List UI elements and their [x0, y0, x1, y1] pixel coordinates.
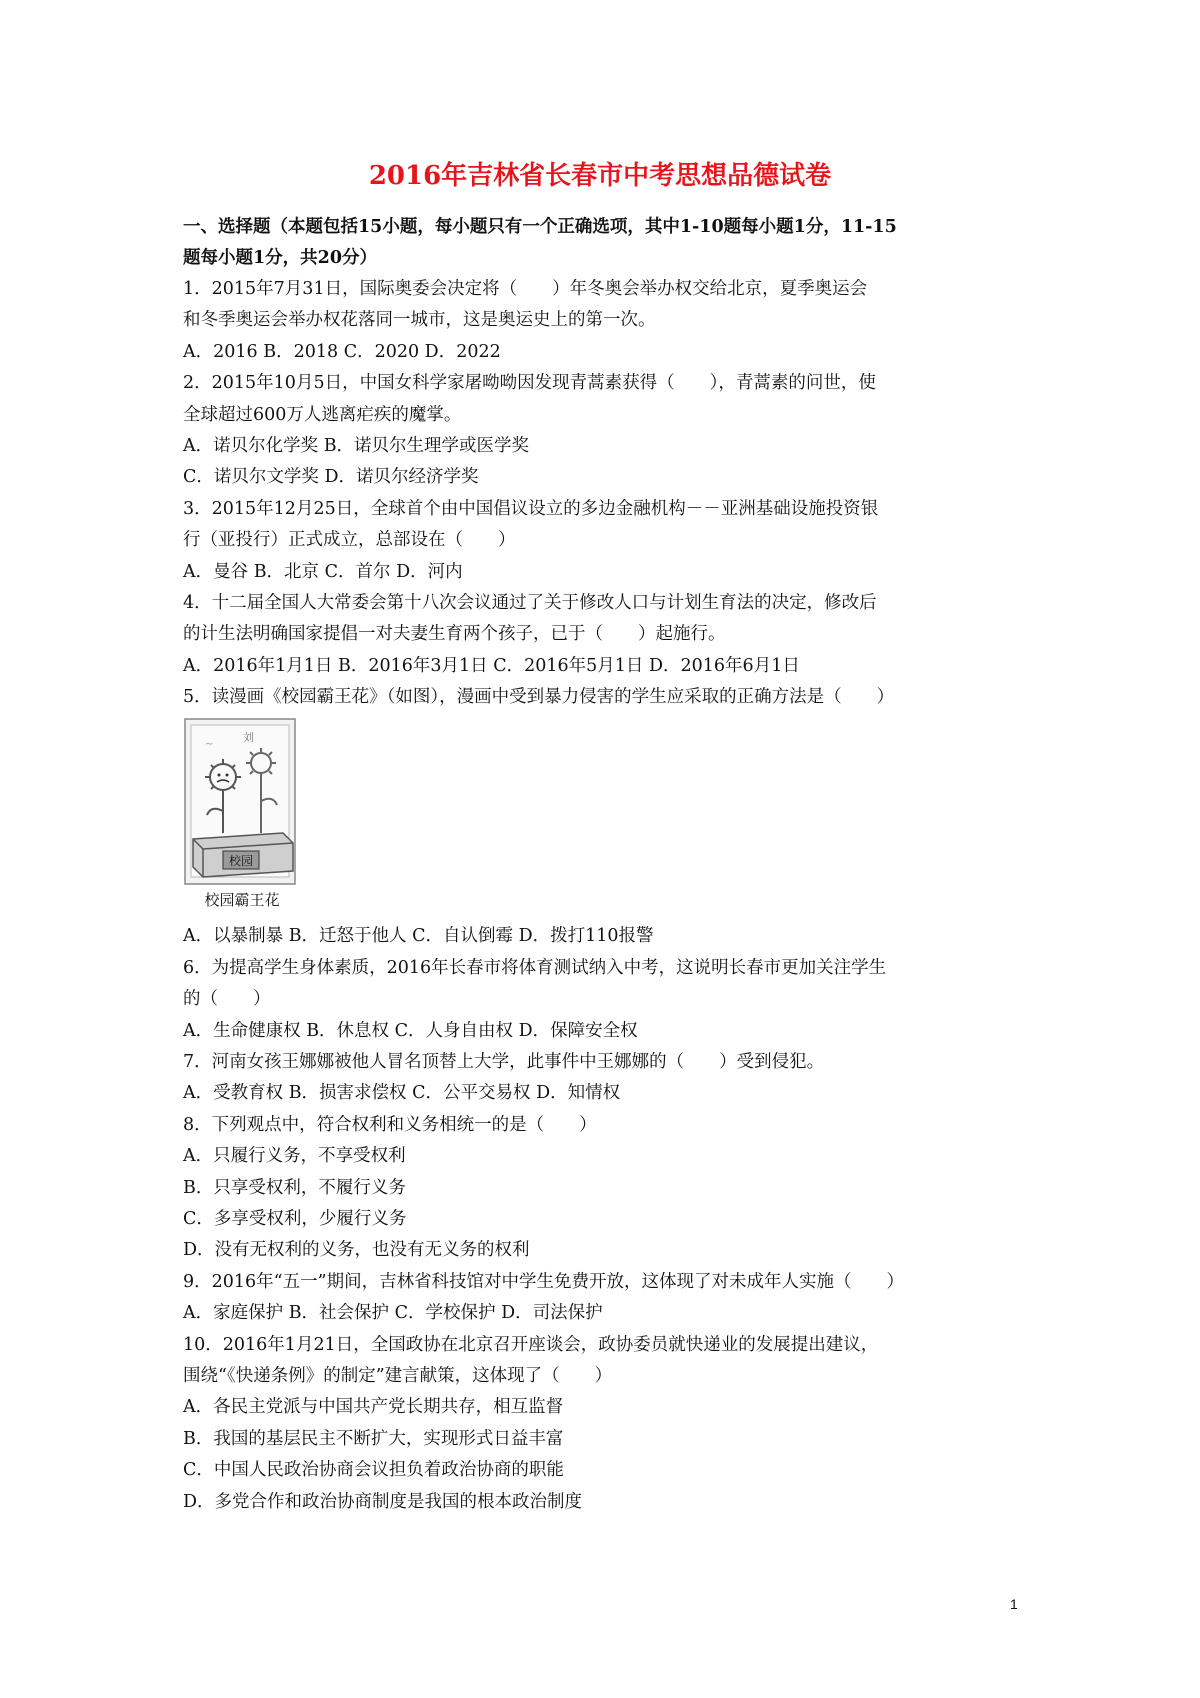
- section-heading: [183, 212, 1043, 274]
- question-option: A．2016年1月1日 B．2016年3月1日 C．2016年5月1日 D．2016年6月1日: [183, 655, 800, 676]
- question-option: A．2016 B．2018 C．2020 D．2022: [183, 341, 501, 362]
- question-item: [183, 368, 1043, 494]
- questions-1-4: [183, 274, 1043, 682]
- exam-title: 2016年吉林省长春市中考思想品德试卷: [368, 161, 832, 191]
- question-stem: 的计生法明确国家提倡一对夫妻生育两个孩子，已于（ ）起施行。: [183, 624, 726, 645]
- question-stem: 6．为提高学生身体素质，2016年长春市将体育测试纳入中考，这说明长春市更加关注学生: [183, 957, 887, 978]
- question-stem: 8．下列观点中，符合权利和义务相统一的是（ ）: [183, 1114, 597, 1135]
- question-stem: 3．2015年12月25日，全球首个由中国倡议设立的多边金融机构－－亚洲基础设施投资银: [183, 498, 879, 519]
- question-item: [183, 953, 1043, 1047]
- question-option: A．曼谷 B．北京 C．首尔 D．河内: [183, 561, 463, 582]
- question-option: D．没有无权利的义务，也没有无义务的权利: [183, 1240, 530, 1261]
- question-option: B．我国的基层民主不断扩大，实现形式日益丰富: [183, 1428, 564, 1449]
- question-stem: 10．2016年1月21日，全国政协在北京召开座谈会，政协委员就快递业的发展提出建议，: [183, 1334, 879, 1355]
- question-list: [183, 274, 1043, 1518]
- question-option: A．家庭保护 B．社会保护 C．学校保护 D．司法保护: [183, 1303, 603, 1324]
- question-option: B．只享受权利，不履行义务: [183, 1177, 406, 1198]
- question-stem: 1．2015年7月31日，国际奥委会决定将（ ）年冬奥会举办权交给北京，夏季奥运会: [183, 279, 868, 299]
- question-stem: 5．读漫画《校园霸王花》（如图），漫画中受到暴力侵害的学生应采取的正确方法是（ ）: [183, 687, 895, 708]
- question-item: [183, 1330, 1043, 1518]
- question-item: [183, 1047, 1043, 1110]
- cartoon-figure: [183, 715, 301, 913]
- question-option: A．诺贝尔化学奖 B．诺贝尔生理学或医学奖: [183, 435, 530, 456]
- cartoon-image: [183, 715, 301, 913]
- section-heading-line: 题每小题1分，共20分）: [183, 248, 378, 268]
- question-option: A．生命健康权 B．休息权 C．人身自由权 D．保障安全权: [183, 1020, 638, 1041]
- question-stem: 4．十二届全国人大常委会第十八次会议通过了关于修改人口与计划生育法的决定，修改后: [183, 592, 877, 613]
- cartoon-caption: 校园霸王花: [204, 891, 280, 910]
- question-option: A．只履行义务，不享受权利: [183, 1146, 406, 1167]
- question-5: [183, 682, 1043, 953]
- question-option: A．受教育权 B．损害求偿权 C．公平交易权 D．知情权: [183, 1083, 621, 1104]
- svg-text:刘: 刘: [243, 731, 254, 745]
- questions-6-10: [183, 953, 1043, 1518]
- question-stem: 2．2015年10月5日，中国女科学家屠呦呦因发现青蒿素获得（ ），青蒿素的问世，使: [183, 373, 876, 394]
- question-option: D．多党合作和政治协商制度是我国的根本政治制度: [183, 1491, 583, 1512]
- question-stem: 的（ ）: [183, 989, 271, 1010]
- question-item: [183, 1267, 1043, 1330]
- question-option: A．以暴制暴 B．迁怒于他人 C．自认倒霉 D．拨打110报警: [183, 926, 654, 947]
- question-stem: 和冬季奥运会举办权花落同一城市，这是奥运史上的第一次。: [183, 310, 656, 331]
- page-number: 1: [1010, 1596, 1018, 1612]
- section-heading-line: 一、选择题（本题包括15小题，每小题只有一个正确选项，其中1-10题每小题1分，11-15: [183, 217, 897, 237]
- question-item: [183, 274, 1043, 368]
- question-option: C．中国人民政治协商会议担负着政治协商的职能: [183, 1460, 564, 1481]
- question-stem: 全球超过600万人逃离疟疾的魔掌。: [183, 404, 462, 425]
- question-option: A．各民主党派与中国共产党长期共存，相互监督: [183, 1397, 564, 1418]
- question-item: [183, 494, 1043, 588]
- question-stem: 围绕“《快递条例》的制定”建言献策，这体现了（ ）: [183, 1365, 613, 1386]
- question-stem: 7．河南女孩王娜娜被他人冒名顶替上大学，此事件中王娜娜的（ ）受到侵犯。: [183, 1052, 825, 1073]
- question-option: C．诺贝尔文学奖 D．诺贝尔经济学奖: [183, 467, 479, 488]
- question-stem: 行（亚投行）正式成立，总部设在（ ）: [183, 530, 516, 551]
- question-item: [183, 1110, 1043, 1267]
- question-item: [183, 588, 1043, 682]
- question-option: C．多享受权利，少履行义务: [183, 1208, 407, 1229]
- question-stem: 9．2016年“五一”期间，吉林省科技馆对中学生免费开放，这体现了对未成年人实施（ ）: [183, 1271, 905, 1292]
- book-label: 校园: [228, 854, 254, 869]
- svg-text:~: ~: [205, 739, 214, 751]
